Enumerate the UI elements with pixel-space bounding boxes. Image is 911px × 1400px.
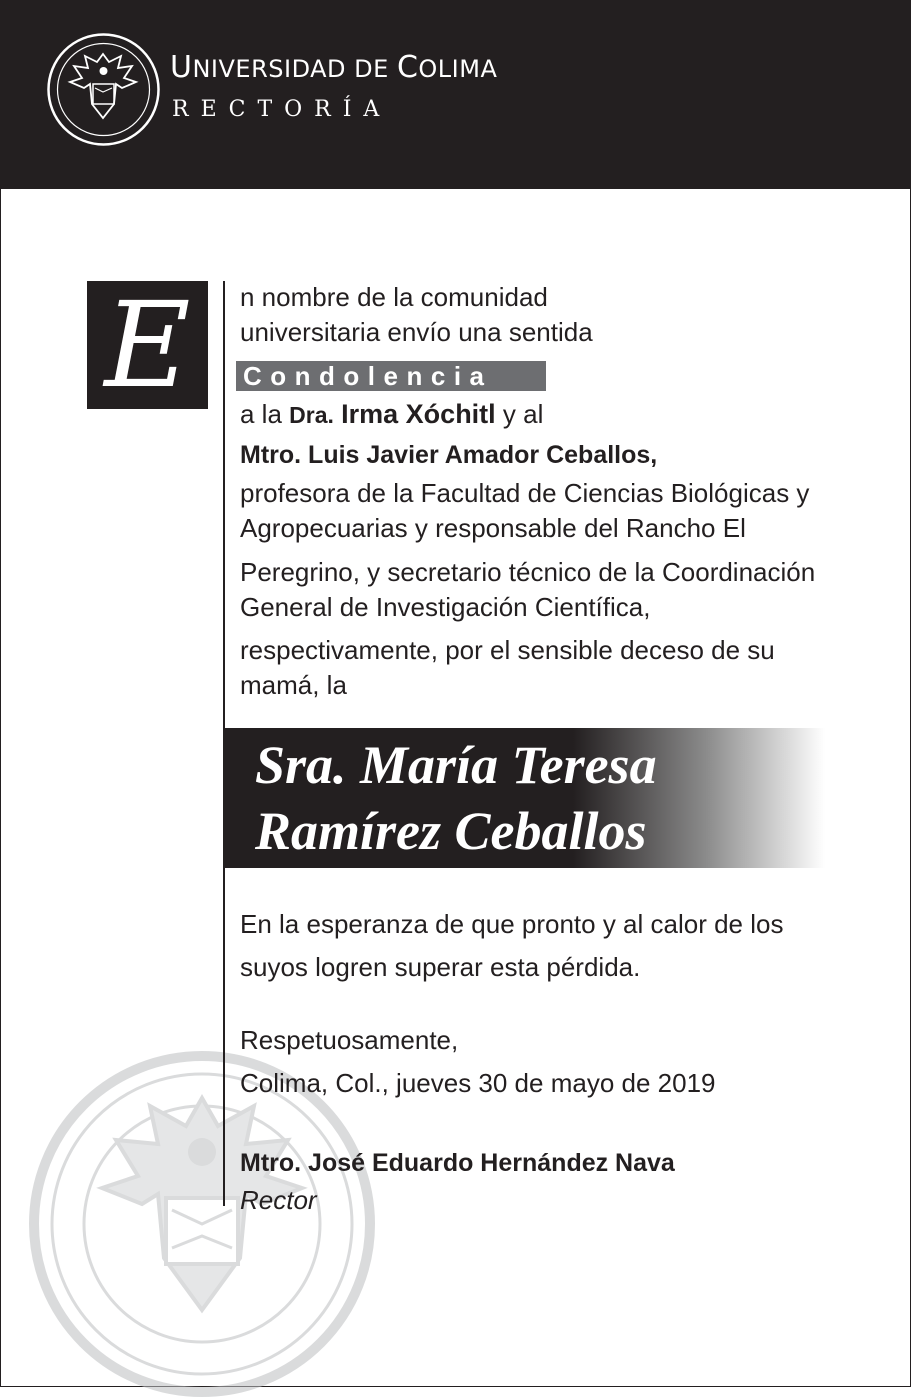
intro-line-1: n nombre de la comunidad (240, 282, 548, 312)
header-band (0, 0, 911, 189)
signer-title: Rector (240, 1185, 317, 1215)
description-line: General de Investigación Científica, (240, 592, 651, 622)
signer-name: Mtro. José Eduardo Hernández Nava (240, 1149, 675, 1177)
description-line: mamá, la (240, 670, 347, 700)
recipients-prefix: a la (240, 399, 290, 429)
recipient1-title: Dra. (289, 402, 334, 428)
drop-cap-letter: E (104, 276, 191, 414)
description-line: Agropecuarias y responsable del Rancho El (240, 513, 746, 543)
description-line: Peregrino, y secretario técnico de la Coordinación (240, 557, 816, 587)
university-name: UNIVERSIDAD DE COLIMA (170, 50, 498, 85)
recipient2-line: Mtro. Luis Javier Amador Ceballos, (240, 441, 658, 469)
deceased-name-line-2: Ramírez Ceballos (255, 801, 647, 861)
intro-line-2: universitaria envío una sentida (240, 317, 593, 347)
condolencia-label: Condolencia (243, 361, 493, 391)
deceased-name-line-1: Sra. María Teresa (255, 735, 657, 795)
recipients-and: y al (495, 399, 544, 429)
recipients-line (240, 397, 543, 433)
closing-line: suyos logren superar esta pérdida. (240, 952, 641, 982)
place-date: Colima, Col., jueves 30 de mayo de 2019 (240, 1068, 716, 1098)
description-line: profesora de la Facultad de Ciencias Biológicas y (240, 478, 810, 508)
drop-cap-box (87, 276, 208, 414)
recipient1-name: Irma Xóchitl (341, 399, 496, 429)
office-name: RECTORÍA (172, 97, 392, 122)
university-seal-logo (46, 32, 161, 147)
closing-line: En la esperanza de que pronto y al calor de los (240, 909, 784, 939)
farewell: Respetuosamente, (240, 1025, 459, 1055)
description-line: respectivamente, por el sensible deceso de su (240, 635, 775, 665)
